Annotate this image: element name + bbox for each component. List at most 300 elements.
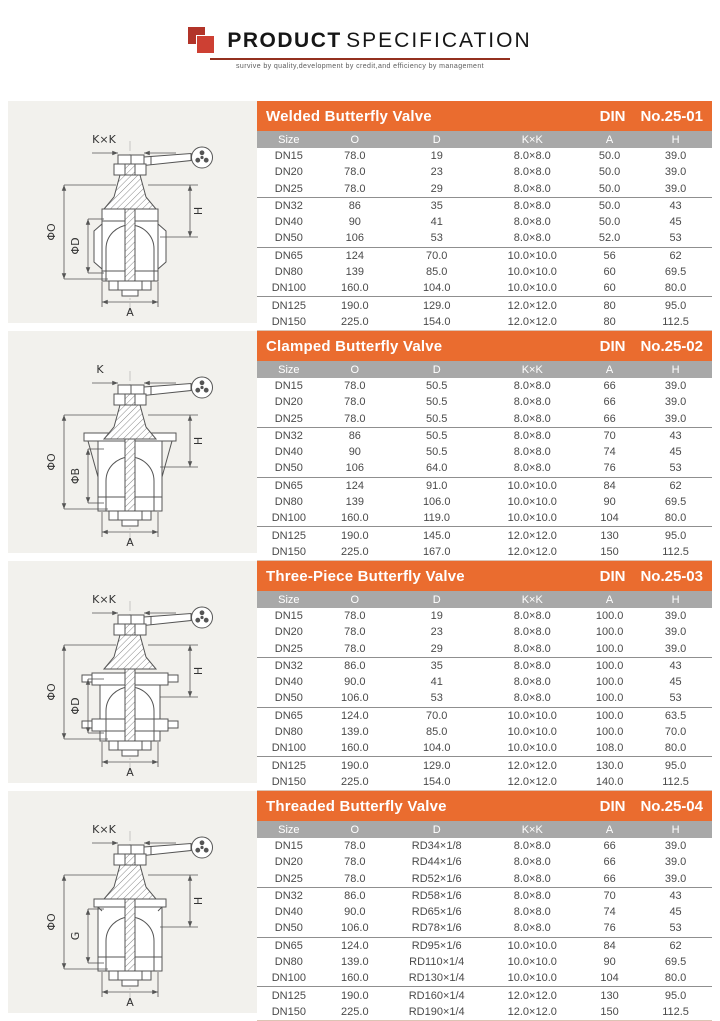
table-cell: 160.0 — [341, 742, 369, 755]
table-cell: 70.0 — [426, 709, 448, 722]
table-cell: 43 — [669, 659, 682, 672]
table-cell: 50.5 — [426, 446, 448, 459]
dim-label-width: A — [126, 536, 134, 549]
table-cell: 8.0×8.0 — [513, 906, 551, 919]
table-cell: 78.0 — [344, 856, 366, 869]
table-cell: 10.0×10.0 — [507, 742, 557, 755]
table-cell: 150 — [600, 1005, 619, 1018]
table-cell: 160.0 — [341, 282, 369, 295]
table-cell: 225.0 — [341, 775, 369, 788]
diagram-panel — [8, 561, 257, 783]
column-header: Size — [278, 363, 300, 376]
table-cell: 43 — [669, 199, 682, 212]
column-header: A — [605, 133, 614, 146]
table-cell: DN40 — [274, 906, 303, 919]
table-cell: DN150 — [271, 315, 306, 328]
diagram-panel — [8, 101, 257, 323]
column-header: H — [671, 133, 680, 146]
table-cell: DN100 — [271, 282, 306, 295]
table-cell: 80.0 — [664, 972, 687, 985]
table-cell: 39.0 — [664, 182, 687, 195]
spec-table-threaded — [257, 791, 712, 1021]
dim-label-width: A — [126, 766, 134, 779]
section-three-piece — [0, 561, 720, 791]
dim-label-inner-diameter: ΦD — [69, 697, 82, 715]
column-header: O — [350, 593, 360, 606]
table-cell: 53 — [669, 232, 682, 245]
table-header-row — [257, 591, 712, 608]
table-title-bar — [257, 791, 712, 821]
column-header: A — [605, 823, 614, 836]
table-cell: DN32 — [274, 199, 303, 212]
table-cell: 129.0 — [422, 299, 451, 312]
table-body — [257, 378, 712, 561]
table-cell: 50.0 — [598, 166, 621, 179]
dim-label-k: K — [96, 363, 104, 376]
table-cell: RD160×1/4 — [408, 989, 465, 1002]
clamped-valve-diagram — [8, 331, 257, 553]
table-cell: 80.0 — [664, 742, 687, 755]
table-cell: 167.0 — [422, 545, 451, 558]
table-cell: 10.0×10.0 — [507, 939, 557, 952]
table-cell: DN100 — [271, 742, 306, 755]
table-cell: DN20 — [274, 856, 303, 869]
table-cell: 80.0 — [664, 512, 687, 525]
table-cell: 53 — [669, 462, 682, 475]
table-row — [257, 920, 712, 937]
table-cell: 39.0 — [664, 856, 687, 869]
table-cell: 19 — [430, 150, 443, 163]
column-header: Size — [278, 133, 300, 146]
table-cell: 43 — [669, 429, 682, 442]
table-row — [257, 987, 712, 1003]
table-row — [257, 411, 712, 428]
din-number-group — [600, 338, 703, 355]
table-cell: 86 — [348, 199, 361, 212]
table-cell: DN40 — [274, 446, 303, 459]
table-cell: 39.0 — [664, 872, 687, 885]
table-row — [257, 230, 712, 247]
table-cell: 78.0 — [344, 840, 366, 853]
table-cell: 129.0 — [422, 759, 451, 772]
table-cell: 90 — [348, 446, 361, 459]
table-cell: DN65 — [274, 249, 303, 262]
table-cell: DN80 — [274, 265, 303, 278]
table-cell: DN20 — [274, 396, 303, 409]
header-tagline: survive by quality,development by credit,and efficiency by management — [236, 63, 484, 70]
table-cell: 8.0×8.0 — [513, 396, 551, 409]
table-row — [257, 641, 712, 658]
table-cell: 108.0 — [595, 742, 624, 755]
table-cell: 8.0×8.0 — [513, 840, 551, 853]
table-cell: 154.0 — [422, 775, 451, 788]
table-cell: 12.0×12.0 — [507, 529, 557, 542]
table-cell: 78.0 — [344, 166, 366, 179]
din-number-group — [600, 568, 703, 585]
table-cell: 66 — [603, 380, 616, 393]
welded-valve-diagram — [8, 101, 257, 323]
table-cell: 43 — [669, 889, 682, 902]
table-cell: RD190×1/4 — [408, 1005, 465, 1018]
spec-table-three-piece — [257, 561, 712, 791]
column-header: Size — [278, 593, 300, 606]
table-cell: 130 — [600, 529, 619, 542]
table-cell: 76 — [603, 462, 616, 475]
table-cell: 130.0 — [595, 759, 624, 772]
table-row — [257, 674, 712, 690]
table-cell: 50.0 — [598, 216, 621, 229]
table-row — [257, 394, 712, 410]
table-cell: 76 — [603, 922, 616, 935]
dim-label-height: H — [192, 206, 205, 216]
table-cell: 130 — [600, 989, 619, 1002]
dim-label-inner-diameter: ΦB — [69, 467, 82, 485]
table-cell: 80 — [603, 299, 616, 312]
table-cell: 39.0 — [664, 610, 687, 623]
din-label: DIN — [599, 797, 626, 815]
diagram-panel — [8, 791, 257, 1013]
table-cell: DN65 — [274, 939, 303, 952]
table-cell: 225.0 — [341, 315, 369, 328]
table-row — [257, 494, 712, 510]
table-cell: 23 — [430, 626, 443, 639]
table-row — [257, 510, 712, 527]
table-cell: 66 — [603, 856, 616, 869]
table-cell: 106.0 — [422, 495, 451, 508]
table-cell: 66 — [603, 396, 616, 409]
table-cell: DN150 — [271, 1005, 306, 1018]
table-title: Threaded Butterfly Valve — [266, 797, 447, 815]
table-cell: 62 — [669, 249, 682, 262]
table-cell: 39.0 — [664, 626, 687, 639]
table-cell: RD110×1/4 — [409, 955, 465, 968]
table-cell: 90.0 — [344, 676, 366, 689]
table-cell: 19 — [430, 610, 443, 623]
table-header-row — [257, 821, 712, 838]
table-cell: 8.0×8.0 — [513, 610, 551, 623]
column-header: H — [671, 363, 680, 376]
table-cell: 112.5 — [662, 775, 689, 788]
table-cell: RD52×1/6 — [411, 872, 462, 885]
table-title: Welded Butterfly Valve — [266, 107, 432, 125]
dim-label-outer-diameter: ΦO — [45, 453, 58, 471]
table-cell: 66 — [603, 872, 616, 885]
table-cell: 53 — [669, 692, 682, 705]
table-cell: 45 — [669, 446, 682, 459]
table-cell: 85.0 — [426, 265, 448, 278]
column-header: H — [671, 823, 680, 836]
dim-label-inner-diameter: G — [69, 931, 82, 941]
table-title-bar — [257, 101, 712, 131]
table-cell: 64.0 — [426, 462, 448, 475]
table-cell: 84 — [603, 479, 616, 492]
table-row — [257, 164, 712, 180]
column-header: O — [350, 823, 360, 836]
table-title-bar — [257, 561, 712, 591]
table-cell: 8.0×8.0 — [513, 676, 551, 689]
table-cell: 74 — [603, 446, 616, 459]
table-cell: 12.0×12.0 — [507, 775, 557, 788]
table-title: Three-Piece Butterfly Valve — [266, 567, 465, 585]
three-piece-valve-diagram — [8, 561, 257, 783]
dim-label-outer-diameter: ΦO — [45, 913, 58, 931]
table-cell: 8.0×8.0 — [513, 216, 551, 229]
table-cell: 84 — [603, 939, 616, 952]
page-header — [0, 0, 720, 101]
table-row — [257, 938, 712, 954]
dim-label-inner-diameter: ΦD — [69, 237, 82, 255]
table-cell: 104 — [600, 512, 619, 525]
table-row — [257, 198, 712, 214]
table-cell: 150 — [600, 545, 619, 558]
table-cell: 106 — [345, 462, 364, 475]
table-row — [257, 478, 712, 494]
dim-label-outer-diameter: ΦO — [45, 223, 58, 241]
table-cell: 90 — [603, 495, 616, 508]
column-header: H — [671, 593, 680, 606]
table-cell: DN25 — [274, 872, 303, 885]
column-header: Size — [278, 823, 300, 836]
table-cell: DN50 — [274, 692, 303, 705]
table-cell: 112.5 — [662, 545, 689, 558]
table-cell: 8.0×8.0 — [513, 626, 551, 639]
table-cell: RD65×1/6 — [411, 906, 462, 919]
table-row — [257, 608, 712, 624]
table-cell: DN150 — [271, 545, 306, 558]
column-header: K×K — [521, 593, 543, 606]
table-cell: 70 — [603, 429, 616, 442]
table-cell: 190.0 — [341, 989, 369, 1002]
table-cell: DN32 — [274, 659, 303, 672]
table-cell: RD34×1/8 — [411, 840, 462, 853]
table-row — [257, 264, 712, 280]
section-clamped — [0, 331, 720, 561]
table-cell: 112.5 — [662, 1005, 689, 1018]
table-cell: 95.0 — [664, 759, 687, 772]
table-cell: 8.0×8.0 — [513, 872, 551, 885]
din-number: No.25-04 — [640, 797, 703, 815]
table-cell: 53 — [669, 922, 682, 935]
table-cell: 12.0×12.0 — [507, 545, 557, 558]
table-cell: 95.0 — [664, 299, 687, 312]
table-cell: 78.0 — [344, 626, 366, 639]
table-row — [257, 460, 712, 477]
table-cell: 139.0 — [341, 955, 369, 968]
table-cell: 86 — [348, 429, 361, 442]
table-cell: 78.0 — [344, 396, 366, 409]
table-cell: 104 — [600, 972, 619, 985]
table-cell: 70.0 — [664, 725, 687, 738]
header-underline — [210, 58, 510, 60]
table-cell: 50.5 — [426, 412, 448, 425]
table-cell: DN32 — [274, 429, 303, 442]
table-cell: DN25 — [274, 182, 303, 195]
table-cell: DN25 — [274, 412, 303, 425]
table-cell: 90 — [603, 955, 616, 968]
table-cell: 63.5 — [664, 709, 687, 722]
table-cell: DN80 — [274, 955, 303, 968]
table-row — [257, 757, 712, 773]
table-row — [257, 740, 712, 757]
table-cell: 10.0×10.0 — [507, 282, 557, 295]
column-header: O — [350, 363, 360, 376]
table-row — [257, 888, 712, 904]
table-cell: DN50 — [274, 922, 303, 935]
table-cell: DN150 — [271, 775, 306, 788]
table-cell: RD58×1/6 — [411, 889, 462, 902]
table-cell: 10.0×10.0 — [507, 512, 557, 525]
table-cell: 119.0 — [423, 512, 451, 525]
table-cell: 100.0 — [595, 676, 624, 689]
table-header-row — [257, 131, 712, 148]
table-cell: 90 — [348, 216, 361, 229]
din-number: No.25-01 — [640, 107, 703, 125]
table-cell: 23 — [430, 166, 443, 179]
table-body — [257, 838, 712, 1021]
din-number-group — [600, 108, 703, 125]
dim-label-height: H — [192, 666, 205, 676]
table-cell: 225.0 — [341, 545, 369, 558]
table-cell: 50.5 — [426, 429, 448, 442]
table-row — [257, 297, 712, 313]
table-cell: 124 — [345, 249, 364, 262]
table-cell: 53 — [430, 232, 443, 245]
table-cell: 8.0×8.0 — [513, 462, 551, 475]
table-row — [257, 214, 712, 230]
table-cell: DN15 — [274, 380, 303, 393]
table-row — [257, 724, 712, 740]
dim-label-width: A — [126, 996, 134, 1009]
table-cell: DN125 — [271, 759, 306, 772]
table-cell: 8.0×8.0 — [513, 922, 551, 935]
table-row — [257, 904, 712, 920]
column-header: A — [605, 593, 614, 606]
table-cell: DN50 — [274, 462, 303, 475]
table-cell: DN100 — [271, 512, 306, 525]
table-cell: 8.0×8.0 — [513, 642, 551, 655]
section-welded — [0, 101, 720, 331]
dim-label-width: A — [126, 306, 134, 319]
dim-label-outer-diameter: ΦO — [45, 683, 58, 701]
table-cell: DN15 — [274, 610, 303, 623]
table-cell: 8.0×8.0 — [513, 182, 551, 195]
table-cell: 95.0 — [664, 529, 687, 542]
page-title-rest: SPECIFICATION — [346, 28, 532, 52]
table-cell: DN15 — [274, 840, 303, 853]
table-cell: 50.5 — [426, 380, 448, 393]
table-cell: 50.0 — [598, 199, 621, 212]
table-cell: 70 — [603, 889, 616, 902]
table-row — [257, 690, 712, 707]
table-cell: DN125 — [271, 989, 306, 1002]
section-threaded — [0, 791, 720, 1021]
column-header: O — [350, 133, 360, 146]
table-cell: 10.0×10.0 — [507, 249, 557, 262]
table-cell: 124.0 — [341, 709, 369, 722]
table-cell: 140.0 — [595, 775, 624, 788]
column-header: K×K — [521, 133, 543, 146]
table-row — [257, 378, 712, 394]
table-cell: DN65 — [274, 479, 303, 492]
table-cell: 50.0 — [598, 182, 621, 195]
table-cell: 62 — [669, 939, 682, 952]
table-row — [257, 428, 712, 444]
table-cell: 52.0 — [598, 232, 621, 245]
table-cell: DN125 — [271, 299, 306, 312]
spec-table-welded — [257, 101, 712, 331]
table-cell: 70.0 — [426, 249, 448, 262]
table-cell: 29 — [430, 182, 443, 195]
page-title-bold: PRODUCT — [227, 28, 342, 52]
table-cell: 106.0 — [341, 922, 369, 935]
table-cell: 60 — [603, 282, 616, 295]
table-cell: 139.0 — [341, 725, 369, 738]
table-cell: 80 — [603, 315, 616, 328]
table-cell: DN32 — [274, 889, 303, 902]
table-cell: 10.0×10.0 — [507, 479, 557, 492]
table-cell: 86.0 — [344, 659, 366, 672]
table-row — [257, 871, 712, 888]
din-label: DIN — [599, 567, 626, 585]
dim-label-height: H — [192, 436, 205, 446]
table-title: Clamped Butterfly Valve — [266, 337, 443, 355]
table-cell: DN40 — [274, 216, 303, 229]
table-cell: RD95×1/6 — [411, 939, 462, 952]
column-header: D — [432, 823, 441, 836]
column-header: D — [432, 133, 441, 146]
table-cell: 66 — [603, 840, 616, 853]
table-cell: RD44×1/6 — [411, 856, 462, 869]
table-cell: 62 — [669, 479, 682, 492]
table-cell: 91.0 — [426, 479, 448, 492]
table-cell: RD130×1/4 — [408, 972, 465, 985]
table-row — [257, 1004, 712, 1020]
table-cell: 39.0 — [664, 380, 687, 393]
table-cell: 90.0 — [344, 906, 366, 919]
table-cell: 10.0×10.0 — [507, 972, 557, 985]
table-cell: DN125 — [271, 529, 306, 542]
table-cell: 8.0×8.0 — [513, 380, 551, 393]
table-cell: 139 — [345, 495, 364, 508]
column-header: K×K — [521, 823, 543, 836]
table-cell: 8.0×8.0 — [513, 429, 551, 442]
table-cell: 66 — [603, 412, 616, 425]
table-cell: 8.0×8.0 — [513, 412, 551, 425]
table-cell: 85.0 — [426, 725, 448, 738]
table-cell: 154.0 — [422, 315, 451, 328]
table-cell: 104.0 — [422, 282, 451, 295]
table-cell: 100.0 — [595, 725, 624, 738]
table-cell: 78.0 — [344, 380, 366, 393]
table-row — [257, 181, 712, 198]
table-cell: 8.0×8.0 — [513, 166, 551, 179]
table-row — [257, 148, 712, 164]
table-title-bar — [257, 331, 712, 361]
table-row — [257, 314, 712, 330]
table-cell: 8.0×8.0 — [513, 150, 551, 163]
table-cell: 12.0×12.0 — [507, 299, 557, 312]
table-cell: 69.5 — [664, 955, 687, 968]
table-row — [257, 854, 712, 870]
table-cell: 139 — [345, 265, 364, 278]
table-cell: DN50 — [274, 232, 303, 245]
table-cell: 78.0 — [344, 182, 366, 195]
table-cell: 39.0 — [664, 166, 687, 179]
table-cell: 190.0 — [341, 529, 369, 542]
table-row — [257, 444, 712, 460]
table-cell: 39.0 — [664, 150, 687, 163]
table-cell: 60 — [603, 265, 616, 278]
